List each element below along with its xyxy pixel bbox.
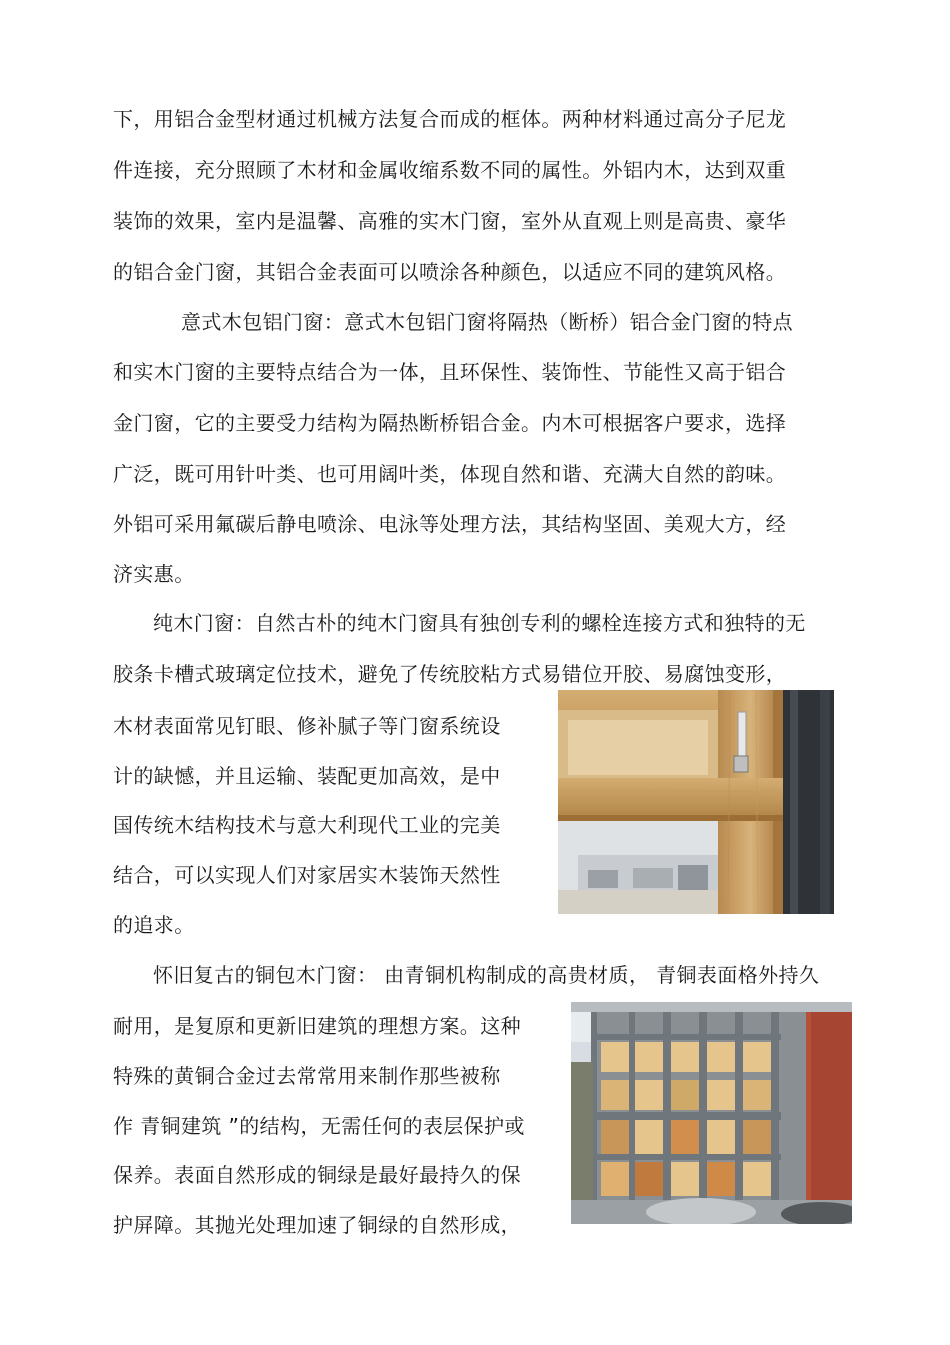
- text-line: 装饰的效果，室内是温馨、高雅的实木门窗，室外从直观上则是高贵、豪华: [113, 209, 787, 233]
- text-line: 纯木门窗：自然古朴的纯木门窗具有独创专利的螺栓连接方式和独特的无: [153, 611, 806, 635]
- text-line: 下，用铝合金型材通过机械方法复合而成的框体。两种材料通过高分子尼龙: [113, 107, 787, 131]
- text-line: 保养。表面自然形成的铜绿是最好最持久的保: [113, 1163, 521, 1187]
- text-line: 外铝可采用氟碳后静电喷涂、电泳等处理方法，其结构坚固、美观大方，经: [113, 512, 787, 536]
- text-line: 怀旧复古的铜包木门窗： 由青铜机构制成的高贵材质， 青铜表面格外持久: [153, 963, 820, 987]
- text-line: 金门窗，它的主要受力结构为隔热断桥铝合金。内木可根据客户要求，选择: [113, 411, 787, 435]
- text-line: 件连接，充分照顾了木材和金属收缩系数不同的属性。外铝内木，达到双重: [113, 158, 787, 182]
- text-line: 和实木门窗的主要特点结合为一体，且环保性、装饰性、节能性又高于铝合: [113, 360, 787, 384]
- text-line: 国传统木结构技术与意大利现代工业的完美: [113, 813, 501, 837]
- text-line: 木材表面常见钉眼、修补腻子等门窗系统设: [113, 714, 501, 738]
- text-line: 结合，可以实现人们对家居实木装饰天然性: [113, 863, 501, 887]
- text-line: 作 青铜建筑 ”的结构，无需任何的表层保护或: [113, 1114, 525, 1138]
- text-line: 的追求。: [113, 913, 195, 937]
- text-line: 护屏障。其抛光处理加速了铜绿的自然形成，: [113, 1213, 521, 1237]
- text-line: 胶条卡槽式玻璃定位技术，避免了传统胶粘方式易错位开胶、易腐蚀变形，: [113, 662, 787, 686]
- text-line: 的铝合金门窗，其铝合金表面可以喷涂各种颜色，以适应不同的建筑风格。: [113, 260, 787, 284]
- text-line: 特殊的黄铜合金过去常常用来制作那些被称: [113, 1064, 501, 1088]
- text-line: 济实惠。: [113, 562, 195, 586]
- text-line: 耐用，是复原和更新旧建筑的理想方案。这种: [113, 1014, 521, 1038]
- text-line: 广泛，既可用针叶类、也可用阔叶类，体现自然和谐、充满大自然的韵味。: [113, 462, 787, 486]
- wood-window-photo: [558, 690, 834, 914]
- text-line: 意式木包铝门窗：意式木包铝门窗将隔热（断桥）铝合金门窗的特点: [181, 310, 793, 334]
- text-line: 计的缺憾，并且运输、装配更加高效，是中: [113, 764, 501, 788]
- bronze-facade-photo: [571, 1002, 852, 1224]
